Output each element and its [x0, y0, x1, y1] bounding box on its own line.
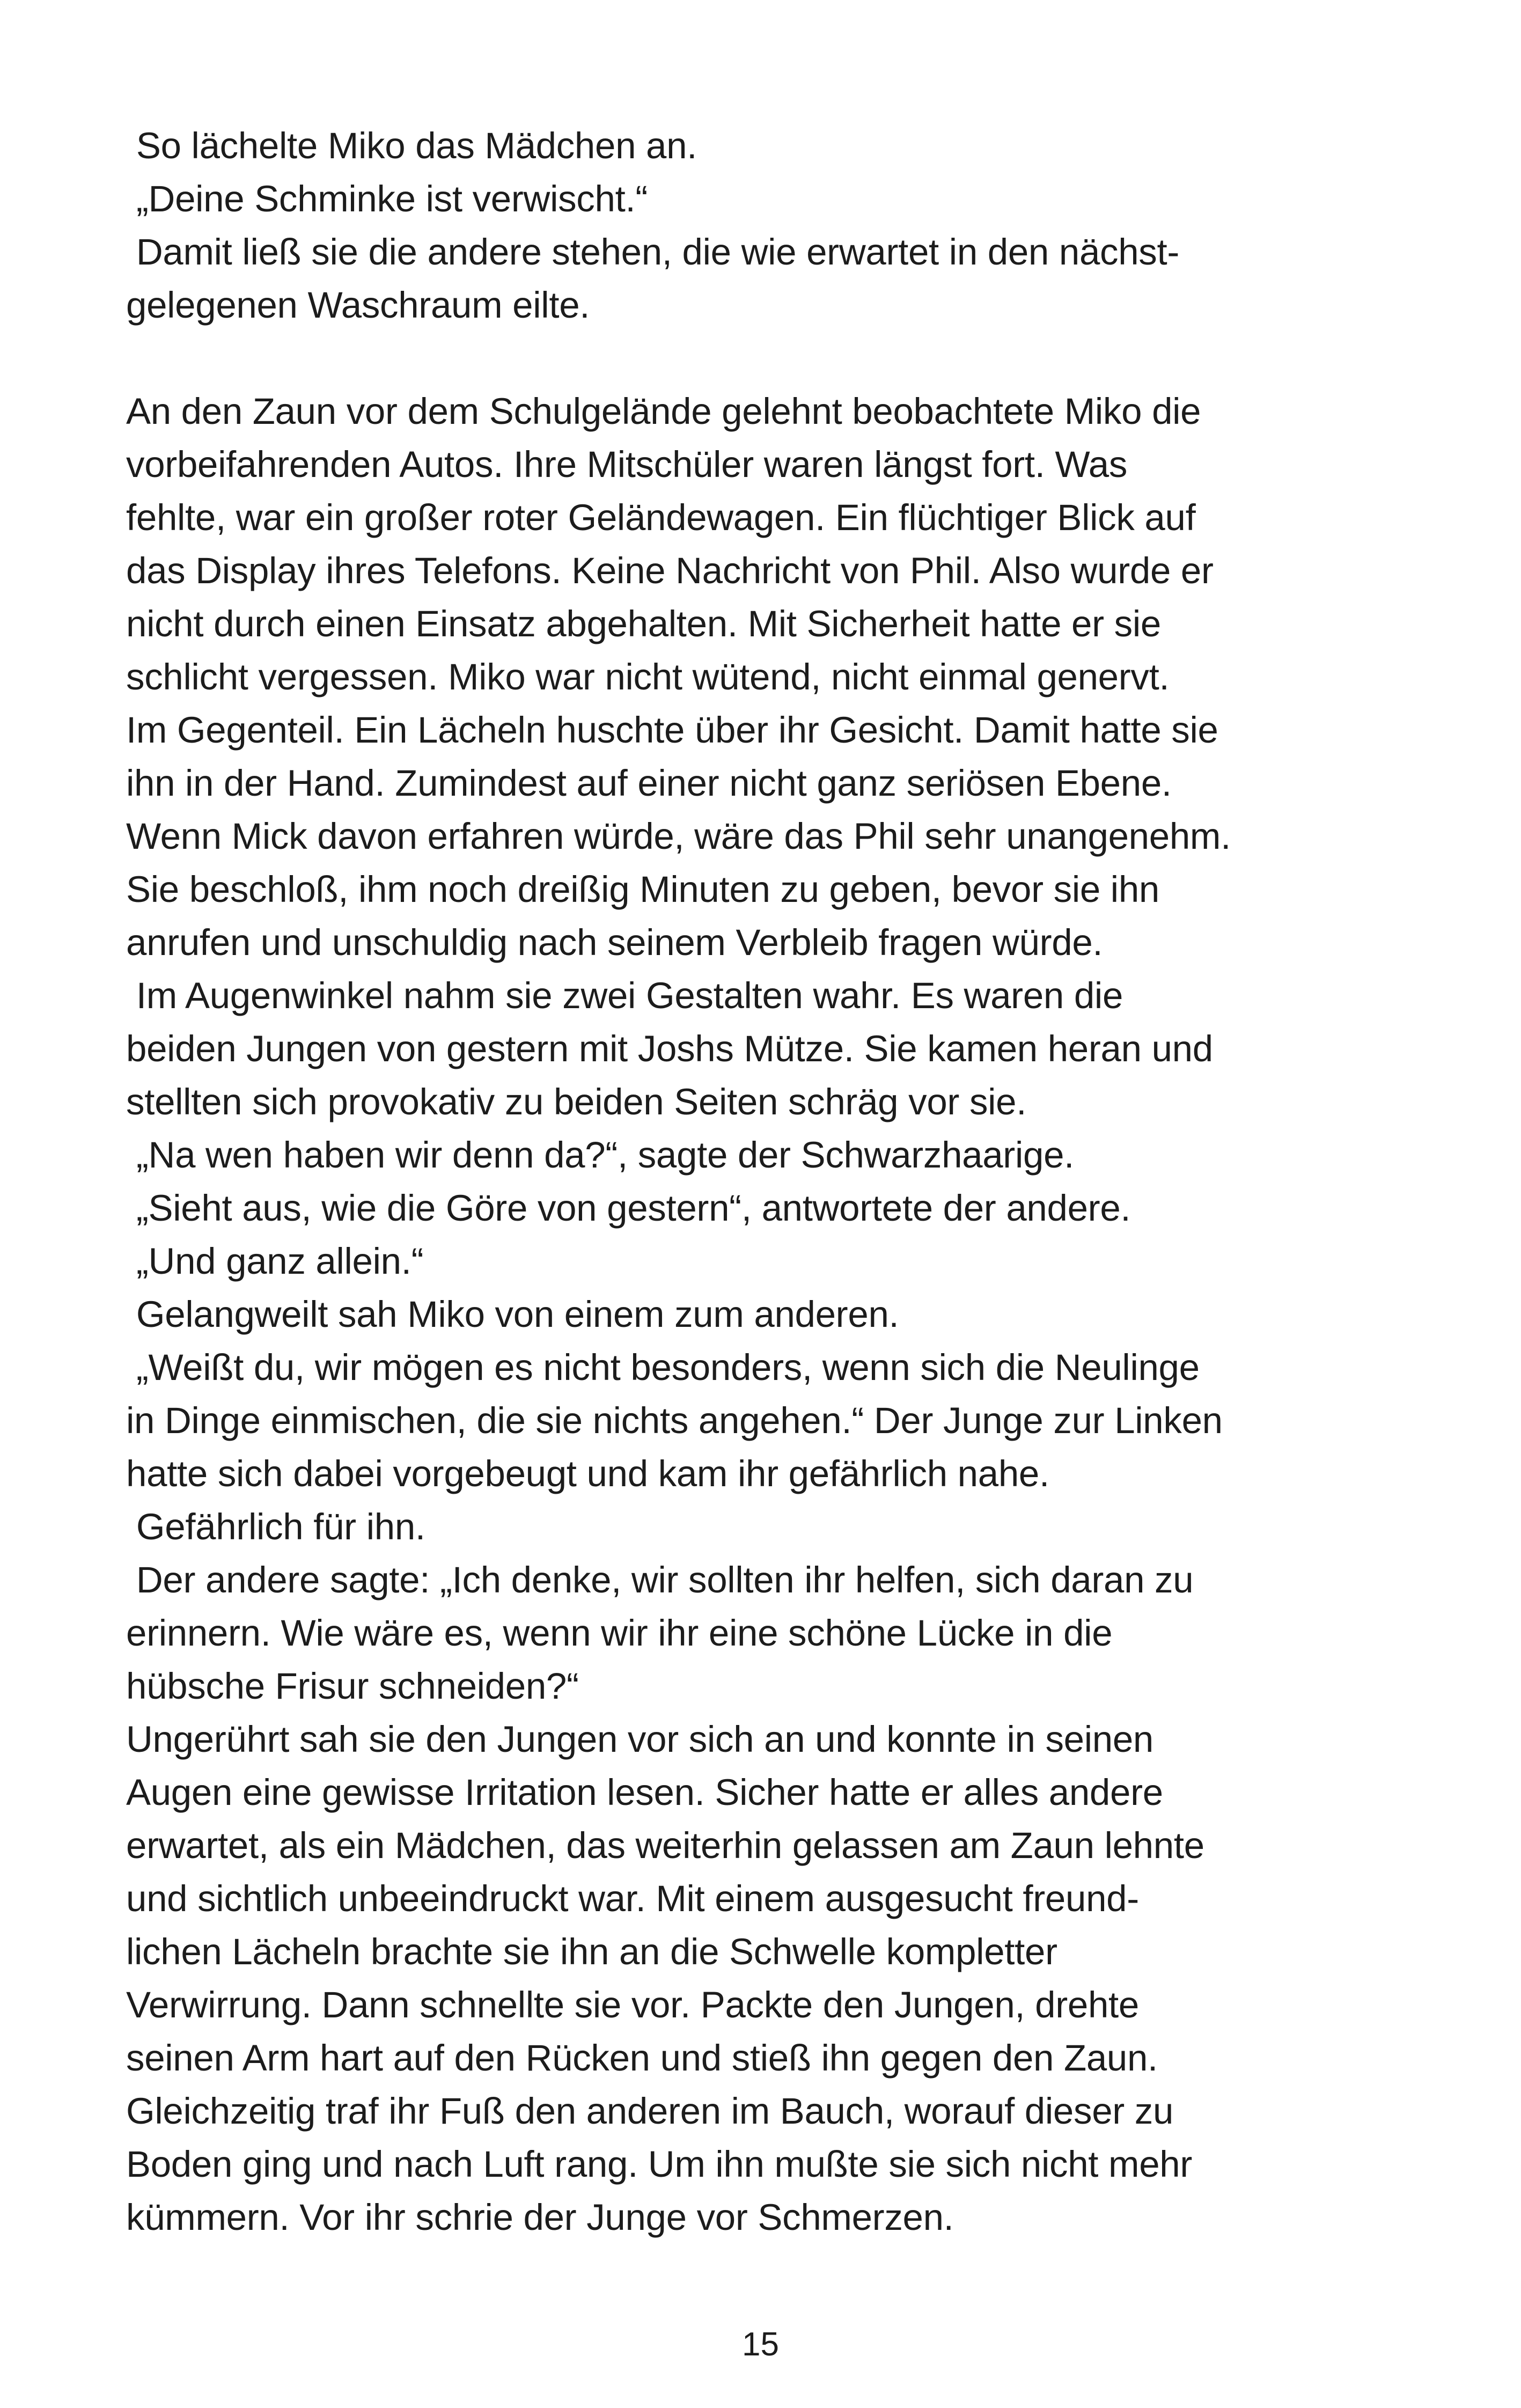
- text-line: Boden ging und nach Luft rang. Um ihn mußte sie sich nicht mehr: [126, 2143, 1193, 2185]
- text-line: Ungerührt sah sie den Jungen vor sich an und konnte in seinen: [126, 1719, 1153, 1760]
- text-line: Verwirrung. Dann schnellte sie vor. Packte den Jungen, drehte: [126, 1984, 1139, 2025]
- text-line: kümmern. Vor ihr schrie der Junge vor Schmerzen.: [126, 2197, 954, 2238]
- text-line: lichen Lächeln brachte sie ihn an die Schwelle kompletter: [126, 1931, 1057, 1972]
- text-line: hatte sich dabei vorgebeugt und kam ihr gefährlich nahe.: [126, 1453, 1049, 1494]
- text-line: „Und ganz allein.“: [126, 1240, 424, 1282]
- text-line: anrufen und unschuldig nach seinem Verbleib fragen würde.: [126, 922, 1103, 963]
- text-line: nicht durch einen Einsatz abgehalten. Mit Sicherheit hatte er sie: [126, 603, 1161, 644]
- text-line: schlicht vergessen. Miko war nicht wütend, nicht einmal genervt.: [126, 656, 1170, 698]
- text-line: erinnern. Wie wäre es, wenn wir ihr eine schöne Lücke in die: [126, 1612, 1113, 1654]
- text-line: Im Gegenteil. Ein Lächeln huschte über ihr Gesicht. Damit hatte sie: [126, 709, 1218, 751]
- text-line: stellten sich provokativ zu beiden Seiten schräg vor sie.: [126, 1081, 1027, 1122]
- text-line: erwartet, als ein Mädchen, das weiterhin gelassen am Zaun lehnte: [126, 1825, 1204, 1866]
- text-line: und sichtlich unbeeindruckt war. Mit einem ausgesucht freund-: [126, 1878, 1139, 1919]
- text-line: An den Zaun vor dem Schulgelände gelehnt beobachtete Miko die: [126, 391, 1201, 432]
- paragraph-gap: [126, 332, 1414, 385]
- text-line: Der andere sagte: „Ich denke, wir sollten ihr helfen, sich daran zu: [126, 1559, 1194, 1601]
- text-line: Gleichzeitig traf ihr Fuß den anderen im Bauch, worauf dieser zu: [126, 2090, 1174, 2132]
- text-line: „Sieht aus, wie die Göre von gestern“, antwortete der andere.: [126, 1187, 1131, 1229]
- text-line: „Na wen haben wir denn da?“, sagte der Schwarzhaarige.: [126, 1134, 1075, 1176]
- text-line: Im Augenwinkel nahm sie zwei Gestalten wahr. Es waren die: [126, 975, 1123, 1016]
- text-line: „Weißt du, wir mögen es nicht besonders, wenn sich die Neulinge: [126, 1347, 1200, 1388]
- text-line: in Dinge einmischen, die sie nichts angehen.“ Der Junge zur Linken: [126, 1400, 1223, 1441]
- text-line: fehlte, war ein großer roter Geländewagen. Ein flüchtiger Blick auf: [126, 497, 1196, 538]
- text-line: gelegenen Waschraum eilte.: [126, 284, 590, 326]
- text-line: Gefährlich für ihn.: [126, 1506, 425, 1547]
- text-line: seinen Arm hart auf den Rücken und stieß ihn gegen den Zaun.: [126, 2037, 1158, 2079]
- body-text: [126, 119, 1414, 2244]
- text-line: vorbeifahrenden Autos. Ihre Mitschüler waren längst fort. Was: [126, 444, 1128, 485]
- text-line: das Display ihres Telefons. Keine Nachricht von Phil. Also wurde er: [126, 550, 1214, 591]
- text-line: ihn in der Hand. Zumindest auf einer nicht ganz seriösen Ebene.: [126, 762, 1172, 804]
- text-line: Wenn Mick davon erfahren würde, wäre das Phil sehr unangenehm.: [126, 816, 1231, 857]
- page-number: 15: [742, 2326, 779, 2363]
- text-line: „Deine Schminke ist verwischt.“: [126, 178, 648, 219]
- text-line: Augen eine gewisse Irritation lesen. Sicher hatte er alles andere: [126, 1772, 1163, 1813]
- text-line: hübsche Frisur schneiden?“: [126, 1665, 579, 1707]
- text-line: Damit ließ sie die andere stehen, die wie erwartet in den nächst-: [126, 231, 1180, 273]
- text-line: Gelangweilt sah Miko von einem zum anderen.: [126, 1294, 899, 1335]
- text-line: Sie beschloß, ihm noch dreißig Minuten zu geben, bevor sie ihn: [126, 869, 1159, 910]
- text-line: beiden Jungen von gestern mit Joshs Mütze. Sie kamen heran und: [126, 1028, 1213, 1069]
- text-line: So lächelte Miko das Mädchen an.: [126, 125, 697, 166]
